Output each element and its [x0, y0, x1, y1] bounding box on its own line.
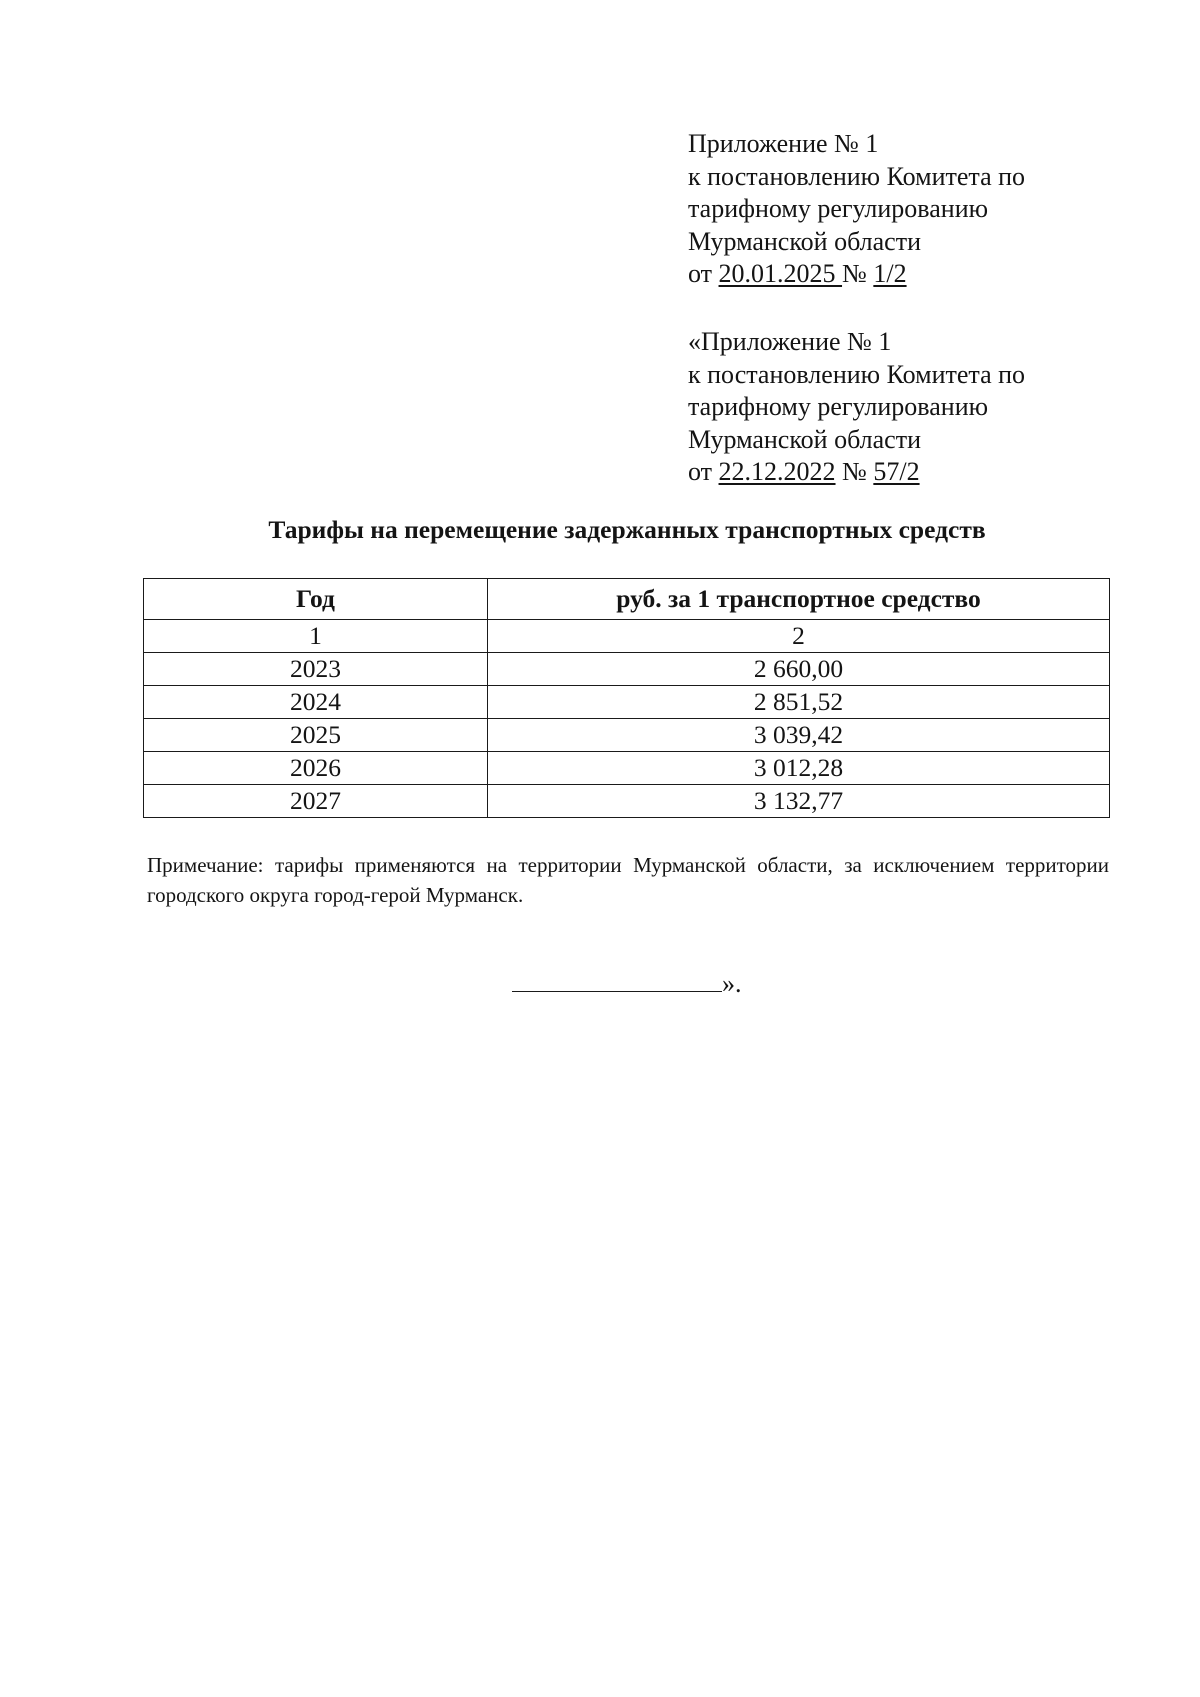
column-number: 2 — [488, 620, 1110, 653]
table-row — [144, 785, 1110, 818]
annex-line-resolution: к постановлению Комитета по — [688, 359, 1026, 389]
price-cell: 2 851,52 — [488, 686, 1110, 719]
year-cell: 2025 — [144, 719, 488, 752]
year-cell: 2024 — [144, 686, 488, 719]
annex-number-sign: № — [835, 457, 874, 486]
annex-date-line — [688, 258, 1108, 291]
annex-line-committee: тарифному регулированию — [688, 392, 989, 421]
tariff-table — [143, 578, 1110, 818]
annex-number-sign: № — [842, 259, 874, 288]
annex-date-line — [688, 456, 1108, 489]
annex-line-resolution: к постановлению Комитета по — [688, 161, 1026, 191]
closing-line — [512, 968, 742, 1000]
document-title: Тарифы на перемещение задержанных транспортных средств — [268, 515, 986, 544]
note-paragraph: Примечание: тарифы применяются на территории Мурманской области, за исключением территории городского округа город-герой Мурманск. — [147, 853, 1109, 907]
table-row — [144, 719, 1110, 752]
annex-title: «Приложение № 1 — [688, 327, 892, 356]
year-cell: 2027 — [144, 785, 488, 818]
annex-date: 20.01.2025 — [718, 259, 843, 288]
closing-rule — [512, 969, 722, 992]
annex-header-current — [688, 128, 1108, 291]
price-cell: 3 132,77 — [488, 785, 1110, 818]
annex-line-region: Мурманской области — [688, 424, 921, 454]
price-cell: 3 012,28 — [488, 752, 1110, 785]
price-cell: 2 660,00 — [488, 653, 1110, 686]
annex-date-prefix: от — [688, 457, 719, 486]
column-number-row — [144, 620, 1110, 653]
annex-line-committee: тарифному регулированию — [688, 194, 989, 223]
table-row — [144, 653, 1110, 686]
annex-number: 1/2 — [873, 259, 907, 288]
annex-number: 57/2 — [873, 457, 920, 486]
table-header-row — [144, 579, 1110, 620]
annex-date-prefix: от — [688, 259, 719, 288]
price-cell: 3 039,42 — [488, 719, 1110, 752]
closing-mark: ». — [722, 969, 742, 998]
table-row — [144, 686, 1110, 719]
annex-date: 22.12.2022 — [718, 457, 836, 486]
year-cell: 2026 — [144, 752, 488, 785]
annex-header-previous — [688, 326, 1108, 489]
year-cell: 2023 — [144, 653, 488, 686]
column-number: 1 — [144, 620, 488, 653]
table-row — [144, 752, 1110, 785]
annex-title: Приложение № 1 — [688, 129, 879, 158]
header-price: руб. за 1 транспортное средство — [488, 579, 1110, 620]
header-year: Год — [144, 579, 488, 620]
annex-line-region: Мурманской области — [688, 226, 921, 256]
